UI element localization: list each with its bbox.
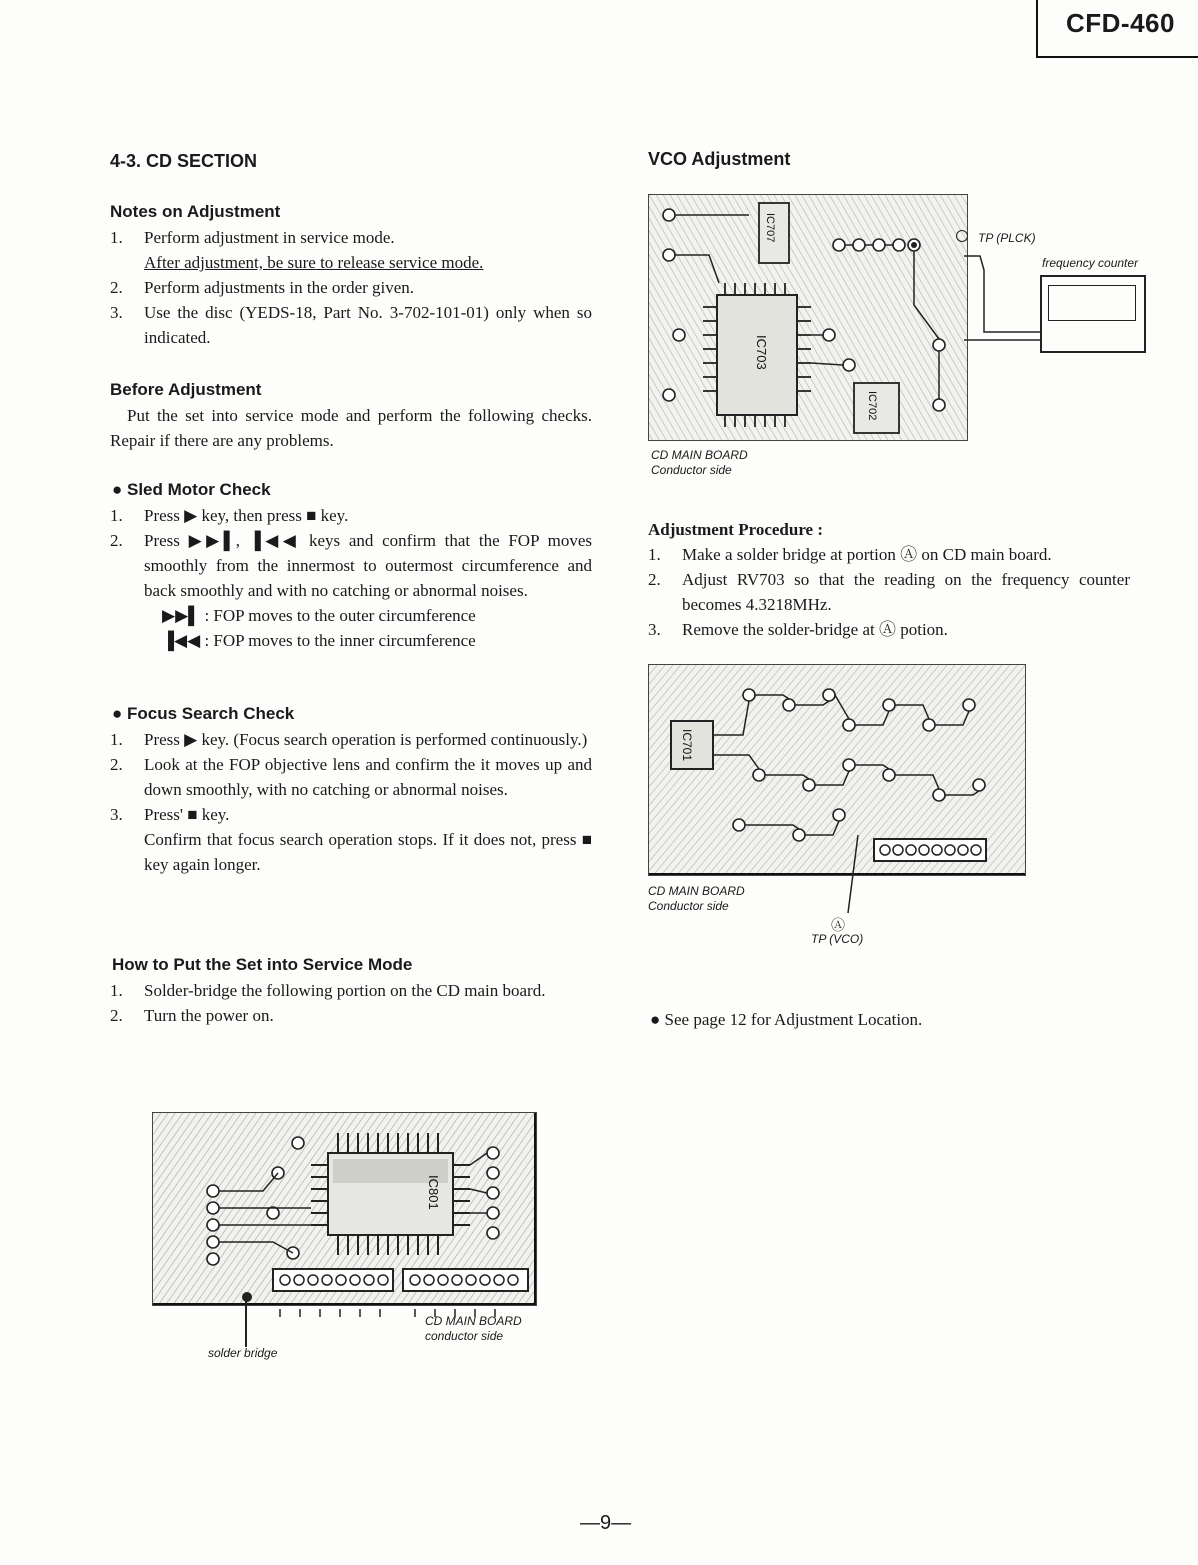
chip-label-ic703: IC703 xyxy=(754,335,769,370)
sled-title: ● Sled Motor Check xyxy=(112,480,271,499)
list-item: 3. Remove the solder-bridge at Ⓐ potion. xyxy=(648,620,948,639)
tp-plck-label: TP (PLCK) xyxy=(978,231,1036,245)
chip-label-ic707: IC707 xyxy=(764,213,776,243)
vco-title: VCO Adjustment xyxy=(648,149,791,169)
notes-title: Notes on Adjustment xyxy=(110,202,281,221)
procedure-list xyxy=(648,542,1130,642)
focus-title: ● Focus Search Check xyxy=(112,704,295,723)
list-item: 1. Perform adjustment in service mode. After adjustment, be sure to release service mode. xyxy=(110,228,484,272)
pcb-figure-vco xyxy=(648,194,968,441)
model-number-box xyxy=(1036,0,1198,58)
chip-label-ic702: IC702 xyxy=(866,391,878,421)
page-number: —9— xyxy=(580,1512,632,1534)
focus-list xyxy=(110,727,592,877)
list-item: 1. Make a solder bridge at portion Ⓐ on CD main board. xyxy=(648,545,1052,564)
pcb-pin-row xyxy=(150,1304,538,1312)
list-item: 2. Adjust RV703 so that the reading on the frequency counter becomes 4.3218MHz. xyxy=(648,570,1130,614)
list-item: 1. Press ▶ key, then press ■ key. xyxy=(110,506,349,525)
vco-fig2-caption: CD MAIN BOARD Conductor side xyxy=(648,884,745,913)
vco-fig1-caption: CD MAIN BOARD Conductor side xyxy=(651,448,748,477)
solder-bridge-label: solder bridge xyxy=(208,1346,278,1360)
notes-list xyxy=(110,225,592,350)
tp-vco-leader-line xyxy=(846,835,860,915)
service-title: How to Put the Set into Service Mode xyxy=(112,955,413,974)
sym-line-prev: ▐◀◀ : FOP moves to the inner circumference xyxy=(162,631,476,650)
sled-block xyxy=(110,503,592,653)
list-item: 3. Press' ■ key. Confirm that focus search operation stops. If it does not, press ■ key again longer. xyxy=(110,805,592,874)
frequency-counter-label: frequency counter xyxy=(1042,256,1139,270)
list-item: 1. Solder-bridge the following portion on the CD main board. xyxy=(110,981,546,1000)
procedure-title: Adjustment Procedure : xyxy=(648,520,824,539)
list-item: 2. Press ▶▶▌, ▐◀◀ keys and confirm that the FOP moves smoothly from the innermost to outermost circumference and back smoothly and with no catching or abnormal noises. xyxy=(110,531,592,600)
left-fig-caption: CD MAIN BOARD conductor side xyxy=(425,1314,522,1343)
frequency-counter-display xyxy=(1048,285,1136,321)
chip-label-ic701: IC701 xyxy=(680,729,694,762)
list-item: 2. Turn the power on. xyxy=(110,1006,274,1025)
list-item: 2. Perform adjustments in the order given. xyxy=(110,278,415,297)
model-number: CFD-460 xyxy=(1066,8,1175,38)
list-item: 3. Use the disc (YEDS-18, Part No. 3-702-101-01) only when so indicated. xyxy=(110,303,592,347)
service-list xyxy=(110,978,592,1028)
see-page-note: ● See page 12 for Adjustment Location. xyxy=(650,1010,923,1029)
before-title: Before Adjustment xyxy=(110,380,262,399)
tp-vco-leader xyxy=(846,835,860,915)
pcb-figure-vco-tp xyxy=(648,664,1026,876)
section-title: 4-3. CD SECTION xyxy=(110,151,258,171)
chip-label-ic801: IC801 xyxy=(426,1175,441,1210)
solder-bridge-leader xyxy=(245,1295,247,1347)
sym-line-next: ▶▶▌ : FOP moves to the outer circumference xyxy=(162,606,476,625)
frequency-counter-box xyxy=(1040,275,1146,353)
tp-vco-label: TP (VCO) xyxy=(811,932,864,946)
before-text: Put the set into service mode and perform the following checks. Repair if there are any problems. xyxy=(110,406,592,450)
pcb-drawing xyxy=(649,195,967,440)
pcb-drawing xyxy=(649,665,1025,875)
tp-vco-mark: Ⓐ xyxy=(831,919,845,934)
pcb-drawing xyxy=(153,1113,536,1305)
list-item: 2. Look at the FOP objective lens and confirm the it moves up and down smoothly, with no catching or abnormal noises. xyxy=(110,755,592,799)
tp-plck-point xyxy=(956,230,968,242)
pcb-figure-service-mode xyxy=(152,1112,537,1306)
list-item: 1. Press ▶ key. (Focus search operation is performed continuously.) xyxy=(110,730,588,749)
